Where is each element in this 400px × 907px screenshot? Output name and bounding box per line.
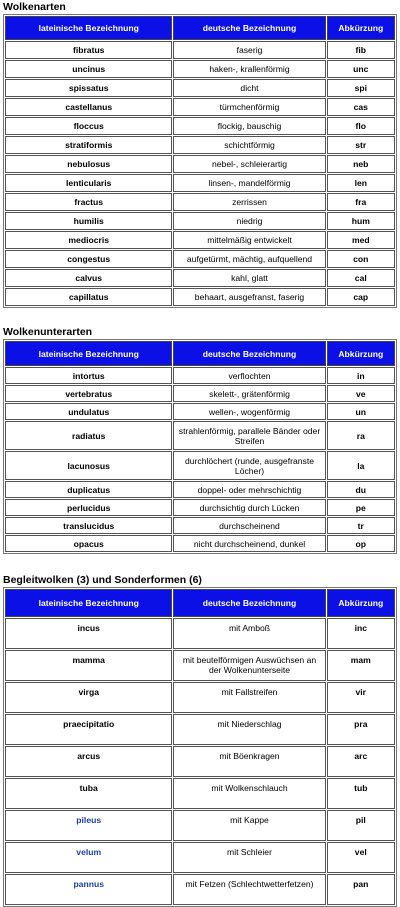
- cell-german-name: wellen-, wogenförmig: [173, 403, 325, 420]
- cell-abbreviation: pra: [327, 714, 395, 745]
- table-row: [5, 650, 395, 681]
- cell-latin-name: pannus: [5, 874, 172, 905]
- cell-latin-name: arcus: [5, 746, 172, 777]
- cell-german-name: zerrissen: [173, 193, 325, 211]
- cell-german-name: aufgetürmt, mächtig, aufquellend: [173, 250, 325, 268]
- column-header-latin: lateinische Bezeichnung: [5, 589, 172, 617]
- cell-abbreviation: fib: [327, 41, 395, 59]
- cell-latin-name: stratiformis: [5, 136, 172, 154]
- cell-german-name: mit beutelförmigen Auswüchsen an der Wolkenunterseite: [173, 650, 325, 681]
- cell-latin-name: calvus: [5, 269, 172, 287]
- table-row: [5, 746, 395, 777]
- cell-latin-name: radiatus: [5, 421, 172, 450]
- cell-abbreviation: spi: [327, 79, 395, 97]
- cell-latin-name: uncinus: [5, 60, 172, 78]
- cell-german-name: verflochten: [173, 367, 325, 384]
- table-row: [5, 136, 395, 154]
- cell-latin-name: lacunosus: [5, 451, 172, 480]
- cell-latin-name: castellanus: [5, 98, 172, 116]
- cell-abbreviation: du: [327, 481, 395, 498]
- table-row: [5, 193, 395, 211]
- cell-german-name: niedrig: [173, 212, 325, 230]
- column-header-german: deutsche Bezeichnung: [173, 16, 325, 40]
- cell-german-name: durchsichtig durch Lücken: [173, 499, 325, 516]
- table-row: [5, 874, 395, 905]
- cell-abbreviation: vir: [327, 682, 395, 713]
- cell-abbreviation: med: [327, 231, 395, 249]
- table-row: [5, 517, 395, 534]
- cell-abbreviation: len: [327, 174, 395, 192]
- cell-latin-name: praecipitatio: [5, 714, 172, 745]
- table-row: [5, 403, 395, 420]
- cell-abbreviation: unc: [327, 60, 395, 78]
- table-wolkenarten: [3, 14, 397, 308]
- cell-abbreviation: neb: [327, 155, 395, 173]
- cell-latin-name: velum: [5, 842, 172, 873]
- cell-latin-name: perlucidus: [5, 499, 172, 516]
- cell-abbreviation: fra: [327, 193, 395, 211]
- cell-latin-name: virga: [5, 682, 172, 713]
- table-row: [5, 618, 395, 649]
- cell-latin-name: congestus: [5, 250, 172, 268]
- cell-german-name: linsen-, mandelförmig: [173, 174, 325, 192]
- table-row: [5, 155, 395, 173]
- table-row: [5, 117, 395, 135]
- cell-abbreviation: tr: [327, 517, 395, 534]
- cell-latin-name: mediocris: [5, 231, 172, 249]
- cell-abbreviation: mam: [327, 650, 395, 681]
- table-header-row: [5, 341, 395, 366]
- cell-latin-name: undulatus: [5, 403, 172, 420]
- cell-latin-name: tuba: [5, 778, 172, 809]
- section-heading-wolkenunterarten: Wolkenunterarten: [3, 326, 93, 338]
- cell-abbreviation: op: [327, 535, 395, 552]
- cell-german-name: kahl, glatt: [173, 269, 325, 287]
- cell-latin-name: opacus: [5, 535, 172, 552]
- cell-german-name: schichtförmig: [173, 136, 325, 154]
- table-row: [5, 421, 395, 450]
- column-header-abbreviation: Abkürzung: [327, 589, 395, 617]
- table-header-row: [5, 589, 395, 617]
- column-header-abbreviation: Abkürzung: [327, 341, 395, 366]
- cell-german-name: mit Fetzen (Schlechtwetterfetzen): [173, 874, 325, 905]
- table-row: [5, 535, 395, 552]
- cell-abbreviation: arc: [327, 746, 395, 777]
- cell-abbreviation: in: [327, 367, 395, 384]
- cell-latin-name: intortus: [5, 367, 172, 384]
- cell-abbreviation: la: [327, 451, 395, 480]
- cell-abbreviation: cas: [327, 98, 395, 116]
- cell-latin-name: duplicatus: [5, 481, 172, 498]
- table-row: [5, 79, 395, 97]
- cell-latin-name: floccus: [5, 117, 172, 135]
- table-row: [5, 810, 395, 841]
- cell-german-name: mit Schleier: [173, 842, 325, 873]
- cell-german-name: dicht: [173, 79, 325, 97]
- cell-german-name: durchscheinend: [173, 517, 325, 534]
- cell-latin-name: lenticularis: [5, 174, 172, 192]
- cell-abbreviation: pe: [327, 499, 395, 516]
- cell-abbreviation: str: [327, 136, 395, 154]
- table-row: [5, 385, 395, 402]
- cell-latin-name: incus: [5, 618, 172, 649]
- cell-german-name: mit Kappe: [173, 810, 325, 841]
- cell-german-name: mit Amboß: [173, 618, 325, 649]
- table-wolkenunterarten: [3, 339, 397, 554]
- column-header-german: deutsche Bezeichnung: [173, 589, 325, 617]
- table-row: [5, 451, 395, 480]
- cell-latin-name: translucidus: [5, 517, 172, 534]
- cell-latin-name: capillatus: [5, 288, 172, 306]
- table-row: [5, 367, 395, 384]
- cell-latin-name: pileus: [5, 810, 172, 841]
- table-row: [5, 499, 395, 516]
- table-row: [5, 288, 395, 306]
- cell-german-name: mit Böenkragen: [173, 746, 325, 777]
- cell-german-name: doppel- oder mehrschichtig: [173, 481, 325, 498]
- cell-german-name: flockig, bauschig: [173, 117, 325, 135]
- table-row: [5, 714, 395, 745]
- cell-german-name: skelett-, grätenförmig: [173, 385, 325, 402]
- table-row: [5, 682, 395, 713]
- cell-latin-name: fibratus: [5, 41, 172, 59]
- cell-german-name: mit Fallstreifen: [173, 682, 325, 713]
- table-row: [5, 174, 395, 192]
- table-row: [5, 481, 395, 498]
- table-row: [5, 212, 395, 230]
- cell-german-name: durchlöchert (runde, ausgefranste Löcher): [173, 451, 325, 480]
- cell-abbreviation: cal: [327, 269, 395, 287]
- column-header-latin: lateinische Bezeichnung: [5, 341, 172, 366]
- cell-abbreviation: flo: [327, 117, 395, 135]
- cell-latin-name: fractus: [5, 193, 172, 211]
- cell-german-name: faserig: [173, 41, 325, 59]
- cell-german-name: mit Niederschlag: [173, 714, 325, 745]
- table-row: [5, 778, 395, 809]
- cell-german-name: mittelmäßig entwickelt: [173, 231, 325, 249]
- section-heading-begleitwolken: Begleitwolken (3) und Sonderformen (6): [3, 574, 202, 586]
- cell-german-name: mit Wolkenschlauch: [173, 778, 325, 809]
- table-row: [5, 98, 395, 116]
- cell-latin-name: mamma: [5, 650, 172, 681]
- table-row: [5, 60, 395, 78]
- column-header-abbreviation: Abkürzung: [327, 16, 395, 40]
- section-heading-wolkenarten: Wolkenarten: [3, 1, 66, 13]
- cell-abbreviation: vel: [327, 842, 395, 873]
- table-row: [5, 41, 395, 59]
- cell-abbreviation: con: [327, 250, 395, 268]
- column-header-latin: lateinische Bezeichnung: [5, 16, 172, 40]
- cell-german-name: türmchenförmig: [173, 98, 325, 116]
- table-row: [5, 231, 395, 249]
- cell-latin-name: spissatus: [5, 79, 172, 97]
- cell-latin-name: nebulosus: [5, 155, 172, 173]
- cell-abbreviation: un: [327, 403, 395, 420]
- table-row: [5, 269, 395, 287]
- cell-abbreviation: hum: [327, 212, 395, 230]
- cell-abbreviation: pil: [327, 810, 395, 841]
- cell-german-name: behaart, ausgefranst, faserig: [173, 288, 325, 306]
- cell-latin-name: vertebratus: [5, 385, 172, 402]
- table-row: [5, 250, 395, 268]
- table-begleitwolken-sonderformen: [3, 587, 397, 907]
- table-row: [5, 842, 395, 873]
- cell-german-name: nebel-, schleierartig: [173, 155, 325, 173]
- cell-german-name: haken-, krallenförmig: [173, 60, 325, 78]
- cell-abbreviation: tub: [327, 778, 395, 809]
- cell-latin-name: humilis: [5, 212, 172, 230]
- cell-german-name: nicht durchscheinend, dunkel: [173, 535, 325, 552]
- cell-abbreviation: pan: [327, 874, 395, 905]
- column-header-german: deutsche Bezeichnung: [173, 341, 325, 366]
- cell-abbreviation: cap: [327, 288, 395, 306]
- cell-german-name: strahlenförmig, parallele Bänder oder Streifen: [173, 421, 325, 450]
- cell-abbreviation: ra: [327, 421, 395, 450]
- cell-abbreviation: inc: [327, 618, 395, 649]
- table-header-row: [5, 16, 395, 40]
- cell-abbreviation: ve: [327, 385, 395, 402]
